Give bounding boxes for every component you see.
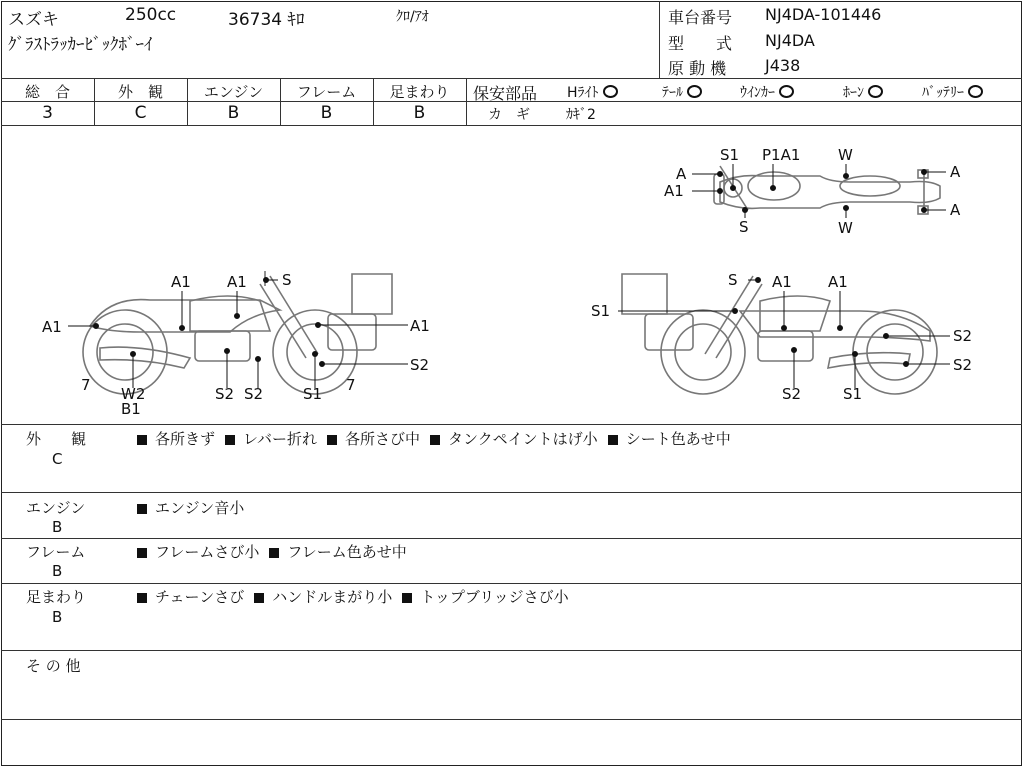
grade-engine-label: エンジン [203, 83, 264, 101]
note-item: 各所きず [137, 430, 215, 448]
model-name: ｸﾞﾗｽﾄﾗｯｶｰﾋﾞｯｸﾎﾞｰｲ [8, 35, 153, 55]
damage-label: 7 [81, 376, 91, 394]
note-divider [1, 719, 1022, 720]
type-label: 型 式 [668, 34, 733, 53]
frame-no-label: 車台番号 [668, 8, 733, 27]
displacement: 250cc [125, 5, 177, 25]
damage-label: B1 [121, 400, 141, 418]
damage-label: S2 [953, 356, 973, 374]
note-item: チェーンさび [137, 588, 244, 606]
damage-label: A1 [664, 182, 684, 200]
grade-frame-value: B [320, 103, 333, 123]
damage-label: S2 [244, 385, 264, 403]
note-item: 各所さび中 [327, 430, 420, 448]
damage-label: A1 [171, 273, 191, 291]
grade-col-5 [466, 78, 467, 125]
note-exterior-grade: C [52, 450, 63, 468]
note-divider [1, 538, 1022, 539]
key-label: カ ギ [488, 107, 530, 123]
damage-label: A [950, 201, 961, 219]
damage-label: S2 [410, 356, 430, 374]
damage-label: S2 [215, 385, 235, 403]
damage-label: S1 [303, 385, 323, 403]
damage-label: A [676, 165, 687, 183]
damage-label: A1 [828, 273, 848, 291]
damage-label: A1 [772, 273, 792, 291]
damage-label: S1 [591, 302, 611, 320]
key-value: ｶｷﾞ2 [566, 107, 596, 123]
note-item: ハンドルまがり小 [254, 588, 392, 606]
engine-label: 原 動 機 [668, 59, 727, 78]
right-side-bike [622, 274, 937, 394]
top-view-bike [714, 166, 940, 214]
note-engine-grade: B [52, 518, 63, 536]
note-divider [1, 650, 1022, 651]
grade-frame-label: フレーム [296, 83, 357, 101]
note-divider [1, 492, 1022, 493]
safety-label: 保安部品 [473, 84, 538, 103]
damage-label: S1 [843, 385, 863, 403]
note-exterior-label: 外 観 [26, 430, 87, 448]
color: ｸﾛ/ｱｵ [396, 9, 429, 25]
note-engine-items [137, 497, 254, 518]
note-item: フレーム色あせ中 [269, 543, 406, 561]
damage-label: S [282, 271, 292, 289]
safety-item-winker: ｳｲﾝｶｰ [740, 82, 794, 102]
header-bottom-line [1, 78, 1022, 79]
bullet-square-icon [137, 504, 147, 514]
damage-label: W [838, 146, 853, 164]
bullet-square-icon [327, 435, 337, 445]
damage-label: 7 [346, 376, 356, 394]
bullet-square-icon [402, 593, 412, 603]
damage-label: W2 [121, 385, 146, 403]
damage-label: S2 [782, 385, 802, 403]
safety-item-horn: ﾎｰﾝ [843, 82, 883, 102]
bullet-square-icon [269, 548, 279, 558]
note-suspension-label: 足まわり [26, 588, 87, 606]
bullet-square-icon [254, 593, 264, 603]
grade-total-value: 3 [42, 103, 53, 123]
ok-circle-icon [603, 85, 618, 98]
note-frame-items [137, 541, 417, 562]
damage-label: A [950, 163, 961, 181]
damage-label: S [739, 218, 749, 236]
header-divider [659, 1, 660, 78]
safety-item-headlight: Hﾗｲﾄ [567, 82, 618, 102]
note-item: トップブリッジさび小 [402, 588, 568, 606]
ok-circle-icon [968, 85, 983, 98]
bullet-square-icon [137, 435, 147, 445]
safety-item-tail: ﾃｰﾙ [662, 82, 702, 102]
mileage: 36734 ｷﾛ [228, 10, 305, 30]
note-suspension-items [137, 586, 579, 607]
motorcycle-diagram [0, 126, 1022, 424]
damage-label: A1 [227, 273, 247, 291]
note-engine-label: エンジン [26, 499, 86, 517]
ok-circle-icon [779, 85, 794, 98]
frame-no: NJ4DA-101446 [765, 5, 882, 24]
note-frame-grade: B [52, 562, 63, 580]
note-suspension-grade: B [52, 608, 63, 626]
grade-exterior-value: C [134, 103, 147, 123]
note-other-label: そ の 他 [26, 657, 81, 675]
damage-label: P1A1 [762, 146, 801, 164]
note-exterior-items [137, 428, 741, 449]
note-item: シート色あせ中 [608, 430, 731, 448]
engine-value: J438 [765, 56, 801, 75]
bullet-square-icon [608, 435, 618, 445]
damage-label: A1 [42, 318, 62, 336]
bullet-square-icon [430, 435, 440, 445]
damage-label: A1 [410, 317, 430, 335]
type-value: NJ4DA [765, 31, 815, 50]
grade-engine-value: B [227, 103, 240, 123]
damage-label: S1 [720, 146, 740, 164]
bullet-square-icon [137, 548, 147, 558]
damage-label: W [838, 219, 853, 237]
damage-label: S2 [953, 327, 973, 345]
bullet-square-icon [137, 593, 147, 603]
grade-suspension-value: B [413, 103, 426, 123]
diagram-bottom-line [1, 424, 1022, 425]
note-divider [1, 583, 1022, 584]
ok-circle-icon [868, 85, 883, 98]
note-item: エンジン音小 [137, 499, 244, 517]
bullet-square-icon [225, 435, 235, 445]
note-frame-label: フレーム [26, 543, 86, 561]
ok-circle-icon [687, 85, 702, 98]
safety-item-battery: ﾊﾞｯﾃﾘｰ [922, 82, 983, 102]
grade-exterior-label: 外 観 [117, 83, 163, 101]
note-item: フレームさび小 [137, 543, 259, 561]
note-item: レバー折れ [225, 430, 317, 448]
note-item: タンクペイントはげ小 [430, 430, 598, 448]
grade-suspension-label: 足まわり [389, 83, 450, 101]
damage-label: S [728, 271, 738, 289]
grade-total-label: 総 合 [24, 83, 70, 101]
maker: スズキ [8, 10, 59, 30]
